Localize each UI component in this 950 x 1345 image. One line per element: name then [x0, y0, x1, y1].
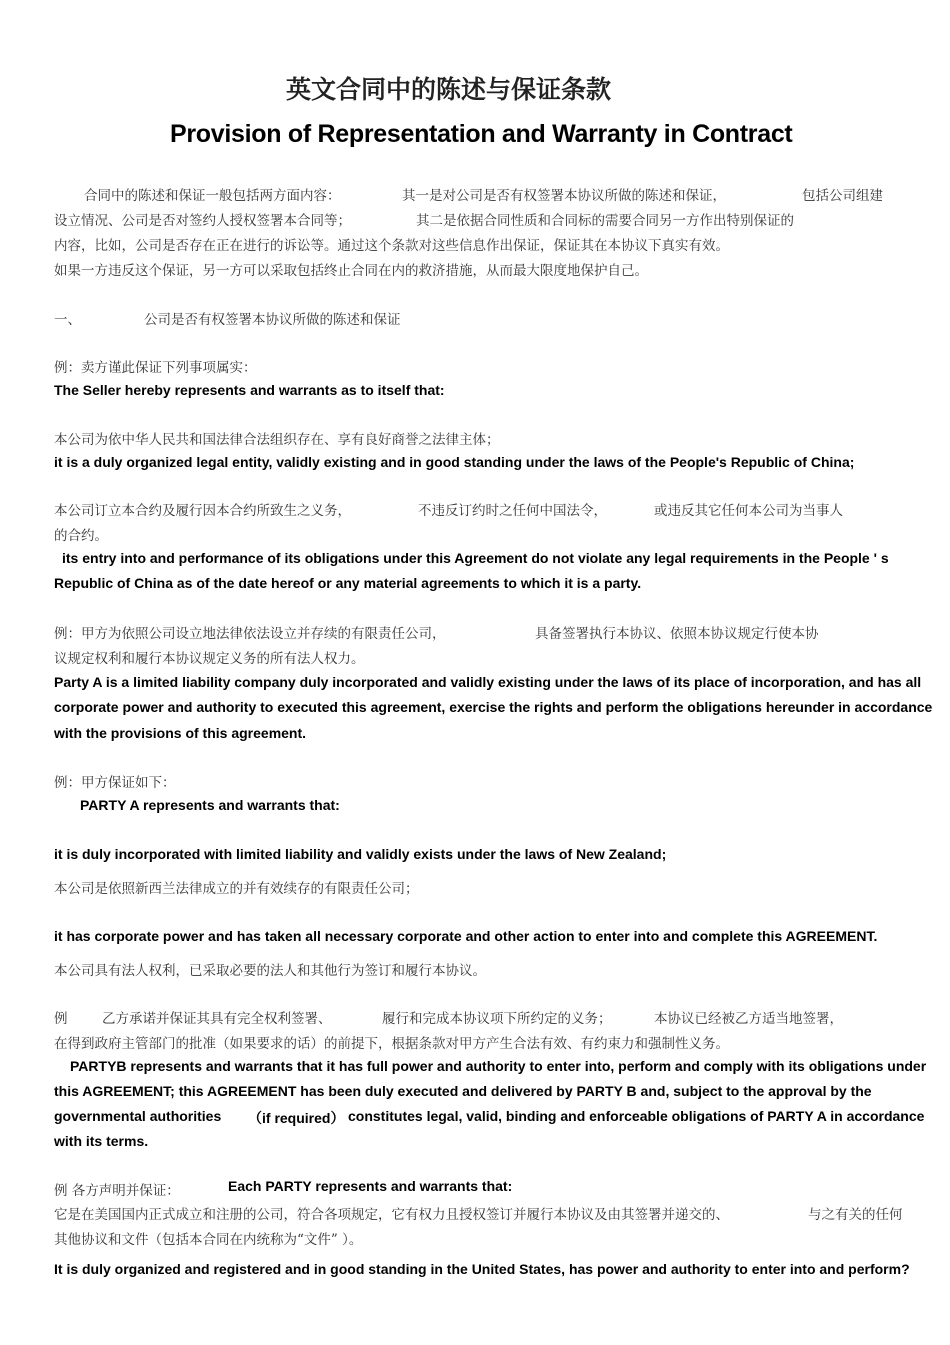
example-1-chinese: 例：卖方谨此保证下列事项属实： — [54, 360, 257, 376]
example-2-english-2: corporate power and authority to executed this agreement, exercise the rights and perform the obligations hereunder in accordance — [54, 699, 933, 715]
clause-2-english-2: Republic of China as of the date hereof or any material agreements to which it is a party. — [54, 575, 642, 591]
clause-2-english-1: its entry into and performance of its obligations under this Agreement do not violate any legal requirements in the People ' s — [62, 550, 889, 566]
intro-line-4: 如果一方违反这个保证，另一方可以采取包括终止合同在内的救济措施，从而最大限度地保护自己。 — [54, 263, 648, 279]
clause-1-chinese: 本公司为依中华人民共和国法律合法组织存在、享有良好商誉之法律主体； — [54, 432, 500, 448]
clause-2-chinese-c: 或违反其它任何本公司为当事人 — [654, 503, 843, 519]
intro-line-1b: 其一是对公司是否有权签署本协议所做的陈述和保证， — [402, 188, 726, 204]
example-4-english-3b: （if required） — [248, 1110, 345, 1126]
example-3-clause-2-english: it has corporate power and has taken all necessary corporate and other action to enter into and complete this AGREEMENT. — [54, 928, 878, 944]
clause-2-chinese-b: 不违反订约时之任何中国法令， — [418, 503, 607, 519]
example-2-chinese-a: 例：甲方为依照公司设立地法律依法设立并存续的有限责任公司， — [54, 626, 446, 642]
example-3-clause-1-english: it is duly incorporated with limited liability and validly exists under the laws of New Zealand; — [54, 846, 667, 862]
clause-2-chinese-a: 本公司订立本合约及履行因本合约所致生之义务， — [54, 503, 351, 519]
example-2-chinese-b: 具备签署执行本协议、依照本协议规定行使本协 — [535, 626, 819, 642]
example-5-english-1: It is duly organized and registered and in good standing in the United States, has power and authority to enter into and perform? — [54, 1261, 910, 1277]
intro-line-1c: 包括公司组建 — [802, 188, 883, 204]
example-3-english: PARTY A represents and warrants that: — [80, 797, 340, 813]
example-5-chinese-1b: 与之有关的任何 — [808, 1207, 903, 1223]
example-4-english-3c: constitutes legal, valid, binding and enforceable obligations of PARTY A in accordance — [348, 1108, 925, 1124]
section-1-title: 公司是否有权签署本协议所做的陈述和保证 — [144, 312, 401, 328]
example-4-english-3a: governmental authorities — [54, 1108, 222, 1124]
example-2-english-3: with the provisions of this agreement. — [54, 725, 307, 741]
intro-line-3: 内容，比如，公司是否存在正在进行的诉讼等。通过这个条款对这些信息作出保证，保证其在本协议下真实有效。 — [54, 238, 729, 254]
clause-1-english: it is a duly organized legal entity, validly existing and in good standing under the laws of the People's Republic of China; — [54, 454, 855, 470]
example-4-chinese-a: 乙方承诺并保证其具有完全权利签署、 — [102, 1011, 332, 1027]
example-4-english-4: with its terms. — [54, 1133, 149, 1149]
clause-2-chinese-d: 的合约。 — [54, 528, 108, 544]
example-5-english: Each PARTY represents and warrants that: — [228, 1178, 513, 1194]
intro-line-2b: 其二是依据合同性质和合同标的需要合同另一方作出特别保证的 — [416, 213, 794, 229]
intro-line-1a: 合同中的陈述和保证一般包括两方面内容： — [84, 188, 341, 204]
title-chinese: 英文合同中的陈述与保证条款 — [286, 75, 612, 104]
example-5-chinese: 例 各方声明并保证： — [54, 1183, 180, 1199]
section-1-number: 一、 — [54, 312, 81, 328]
example-4-chinese-b: 履行和完成本协议项下所约定的义务； — [382, 1011, 612, 1027]
example-3-clause-1-chinese: 本公司是依照新西兰法律成立的并有效续存的有限责任公司； — [54, 881, 419, 897]
example-5-chinese-1a: 它是在美国国内正式成立和注册的公司，符合各项规定，它有权力且授权签订并履行本协议及由其签署并递交的、 — [54, 1207, 729, 1223]
example-4-english-1: PARTYB represents and warrants that it has full power and authority to enter into, perform and comply with its obligations under — [70, 1058, 927, 1074]
example-3-clause-2-chinese: 本公司具有法人权利，已采取必要的法人和其他行为签订和履行本协议。 — [54, 963, 486, 979]
example-1-english: The Seller hereby represents and warrants as to itself that: — [54, 382, 445, 398]
example-2-english-1: Party A is a limited liability company duly incorporated and validly existing under the laws of its place of incorporation, and has all — [54, 674, 922, 690]
example-4-label: 例 — [54, 1011, 68, 1027]
example-5-chinese-2: 其他协议和文件（包括本合同在内统称为“文件” ）。 — [54, 1232, 363, 1248]
intro-line-2a: 设立情况、公司是否对签约人授权签署本合同等； — [54, 213, 351, 229]
example-4-chinese-c: 本协议已经被乙方适当地签署， — [654, 1011, 843, 1027]
example-2-chinese-c: 议规定权利和履行本协议规定义务的所有法人权力。 — [54, 651, 365, 667]
example-4-english-2: this AGREEMENT; this AGREEMENT has been duly executed and delivered by PARTY B and, subject to the approval by the — [54, 1083, 872, 1099]
example-4-chinese-d: 在得到政府主管部门的批准（如果要求的话）的前提下，根据条款对甲方产生合法有效、有约束力和强制性义务。 — [54, 1036, 729, 1052]
title-english: Provision of Representation and Warranty in Contract — [170, 120, 793, 148]
example-3-chinese: 例：甲方保证如下： — [54, 775, 176, 791]
